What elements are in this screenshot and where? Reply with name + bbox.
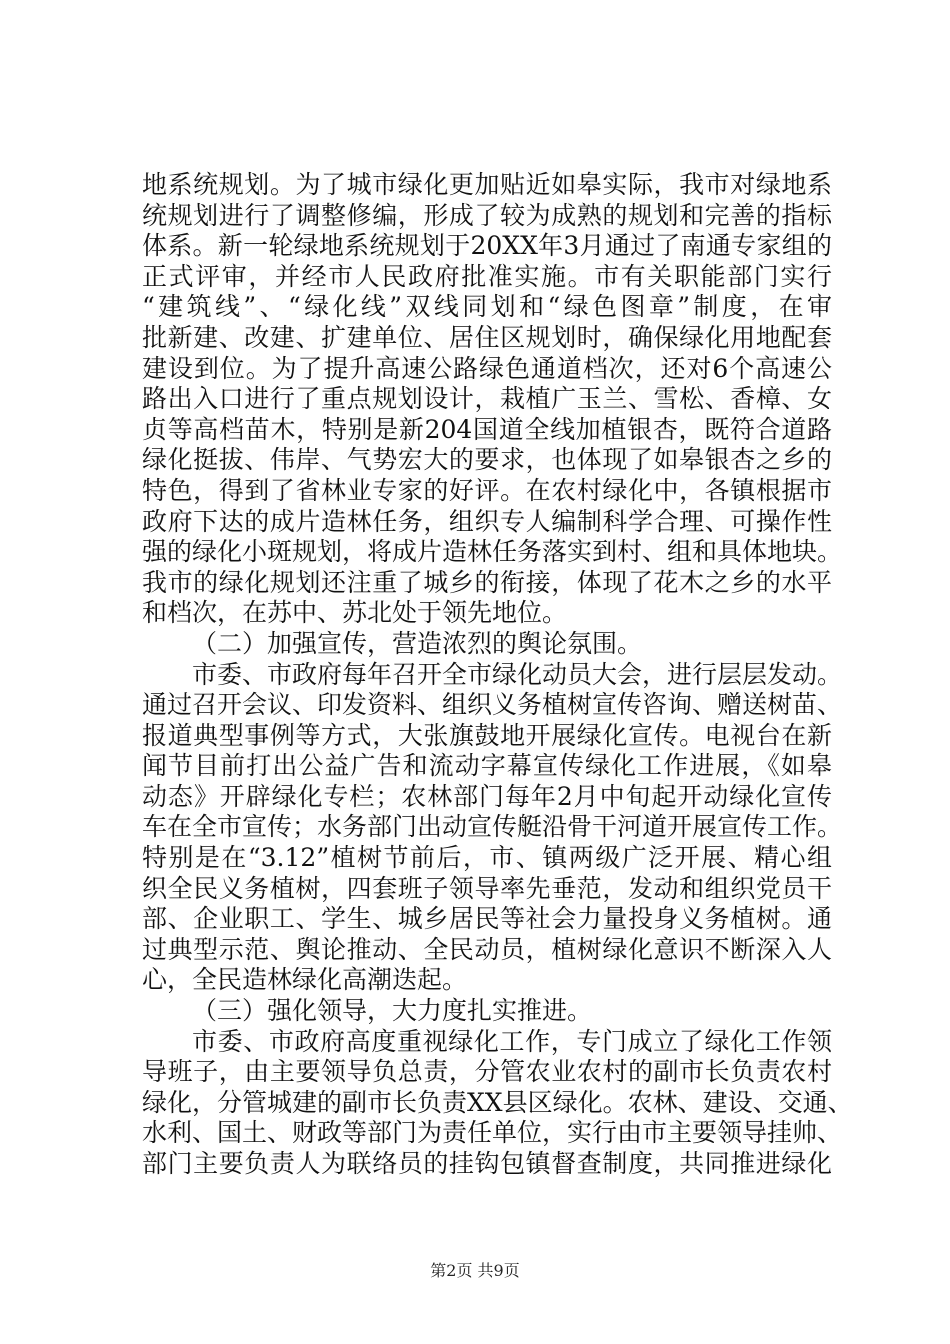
text-line: 和档次，在苏中、苏北处于领先地位。 (142, 598, 568, 628)
text-line: “建筑线”、“绿化线”双线同划和“绿色图章”制度，在审 (142, 292, 832, 322)
section-heading-leadership (142, 996, 832, 1027)
text-line: 政府下达的成片造林任务，组织专人编制科学合理、可操作性 (142, 506, 832, 536)
text-line: 心，全民造林绿化高潮迭起。 (142, 965, 468, 995)
text-line: 绿化，分管城建的副市长负责XX县区绿化。农林、建设、交通、 (142, 1087, 853, 1117)
text-line: 正式评审，并经市人民政府批准实施。市有关职能部门实行 (142, 261, 832, 291)
text-line: 批新建、改建、扩建单位、居住区规划时，确保绿化用地配套 (142, 322, 832, 352)
text-line: 部门主要负责人为联络员的挂钩包镇督查制度，共同推进绿化 (142, 1149, 832, 1178)
heading-line: （三）强化领导，大力度扎实推进。 (192, 996, 593, 1026)
text-line: 特别是在“3.12”植树节前后，市、镇两级广泛开展、精心组 (142, 843, 832, 873)
text-line: 报道典型事例等方式，大张旗鼓地开展绿化宣传。电视台在新 (142, 720, 832, 750)
text-line: 我市的绿化规划还注重了城乡的衔接，体现了花木之乡的水平 (142, 567, 832, 597)
text-line: 闻节目前打出公益广告和流动字幕宣传绿化工作进展，《如皋 (142, 751, 832, 781)
text-line: 水利、国土、财政等部门为责任单位，实行由市主要领导挂帅、 (142, 1118, 843, 1148)
paragraph-leadership (142, 1026, 853, 1180)
text-line: 路出入口进行了重点规划设计，栽植广玉兰、雪松、香樟、女 (142, 384, 832, 414)
text-line: 动态》开辟绿化专栏；农林部门每年2月中旬起开动绿化宣传 (142, 781, 832, 811)
text-line: 特色，得到了省林业专家的好评。在农村绿化中，各镇根据市 (142, 475, 832, 505)
text-line: 体系。新一轮绿地系统规划于20XX年3月通过了南通专家组的 (142, 231, 832, 261)
text-line: 地系统规划。为了城市绿化更加贴近如皋实际，我市对绿地系 (142, 170, 832, 199)
heading-line: （二）加强宣传，营造浓烈的舆论氛围。 (192, 628, 643, 658)
text-line: 通过召开会议、印发资料、组织义务植树宣传咨询、赠送树苗、 (142, 690, 843, 720)
text-line: 市委、市政府每年召开全市绿化动员大会，进行层层发动。 (192, 659, 843, 689)
text-line: 建设到位。为了提升高速公路绿色通道档次，还对6个高速公 (142, 353, 832, 383)
page-number-footer: 第2页 共9页 (430, 1261, 520, 1280)
text-line: 过典型示范、舆论推动、全民动员，植树绿化意识不断深入人 (142, 934, 832, 964)
paragraph-planning (142, 170, 843, 629)
text-line: 车在全市宣传；水务部门出动宣传艇沿骨干河道开展宣传工作。 (142, 812, 843, 842)
text-line: 市委、市政府高度重视绿化工作，专门成立了绿化工作领 (192, 1026, 832, 1056)
text-line: 绿化挺拔、伟岸、气势宏大的要求，也体现了如皋银杏之乡的 (142, 445, 832, 475)
text-line: 部、企业职工、学生、城乡居民等社会力量投身义务植树。通 (142, 904, 832, 934)
text-line: 导班子，由主要领导负总责，分管农业农村的副市长负责农村 (142, 1057, 832, 1087)
paragraph-publicity (142, 659, 843, 997)
text-line: 统规划进行了调整修编，形成了较为成熟的规划和完善的指标 (142, 200, 832, 230)
section-heading-publicity (142, 629, 832, 660)
text-line: 织全民义务植树，四套班子领导率先垂范，发动和组织党员干 (142, 873, 832, 903)
document-body (142, 170, 853, 1180)
text-line: 贞等高档苗木，特别是新204国道全线加植银杏，既符合道路 (142, 414, 832, 444)
text-line: 强的绿化小斑规划，将成片造林任务落实到村、组和具体地块。 (142, 537, 843, 567)
